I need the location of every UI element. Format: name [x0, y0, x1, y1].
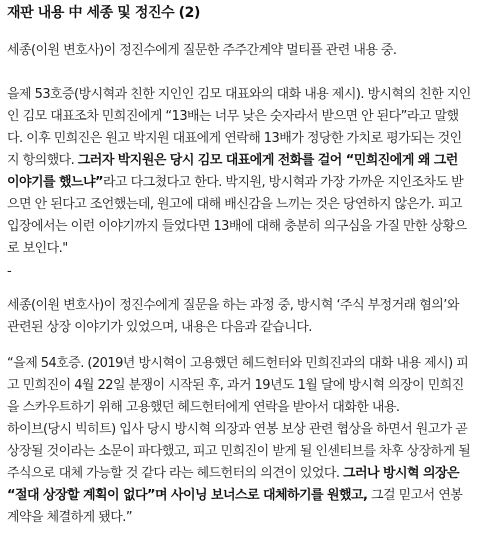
separator-dash: - [7, 264, 12, 279]
paragraph-context: 세종(이원 변호사)이 정진수에게 질문을 하는 과정 중, 방시혁 ‘주식 부정거래 혐의’와 관련된 상장 이야기가 있었으며, 내용은 다음과 같습니다. [7, 298, 459, 335]
exhibit-54-highlight: 그러나 방시혁 의장은 “절대 상장할 계획이 없다”며 사이닝 보너스로 대체하기를 원했고, [7, 466, 460, 503]
exhibit-54-text-b: 하이브(당시 빅히트) 입사 당시 방시혁 의장과 연봉 보상 관련 협상을 하면서 원고가 곧 상장될 것이라는 소문이 파다했고, 피고 민희진이 받게 될 인센티브를 차후 상장하게 될 주식으로 대체 가능할 것 같다 라는 헤드헌터의 의견이 있었다. [7, 422, 471, 481]
paragraph-exhibit-54 [7, 353, 472, 529]
post-title: 재판 내용 中 세종 및 정진수 (2) [7, 5, 201, 21]
exhibit-53-text-a: 을제 53호증(방시혁과 친한 지인인 김모 대표와의 대화 내용 제시). 방시혁의 친한 지인인 김모 대표조차 민희진에게 “13배는 너무 낮은 숫자라서 받으면 안 된다”라고 말했다. 이후 민희진은 원고 박지원 대표에게 연락해 13배가 정당한 가치로 평가되는 것인지 항의했다. [7, 87, 471, 168]
paragraph-exhibit-53 [7, 84, 472, 260]
exhibit-53-text-b: 라고 다그쳤다고 한다. 박지원, 방시혁과 가장 가까운 지인조차도 받으면 안 된다고 조언했는데, 원고에 대해 배신감을 느끼는 것은 당연하지 않은가. 피고 입장에서는 이런 이야기까지 들었다면 13배에 대해 충분히 의구심을 가질 만한 상황으로 보인다." [7, 175, 467, 256]
exhibit-54-text-a: “을제 54호증. (2019년 방시혁이 고용했던 헤드헌터와 민희진과의 대화 내용 제시) 피고 민희진이 4월 22일 분쟁이 시작된 후, 과거 19년도 1월 달에 방시혁 의장이 민희진을 스카우트하기 위해 고용했던 헤드헌터에게 연락을 받아서 대화한 내용. [7, 356, 469, 415]
exhibit-53-highlight: 그러자 박지원은 당시 김모 대표에게 전화를 걸어 “민희진에게 왜 그런 이야기를 했느냐” [7, 153, 458, 190]
paragraph-intro: 세종(이원 변호사)이 정진수에게 질문한 주주간계약 멀티플 관련 내용 중. [7, 43, 397, 58]
exhibit-54-text-c: 그걸 믿고서 연봉 계약을 체결하게 됐다.” [7, 488, 463, 525]
